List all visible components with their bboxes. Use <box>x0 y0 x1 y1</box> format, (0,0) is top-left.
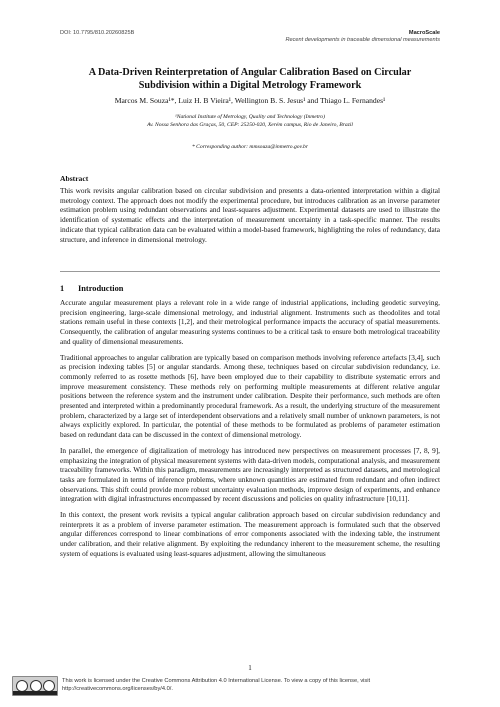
section-title: Introduction <box>78 284 124 293</box>
affiliation-line-1: ¹National Institute of Metrology, Quality and Technology (Inmetro) <box>175 114 325 120</box>
section-heading <box>60 284 123 293</box>
affiliation <box>60 113 440 129</box>
abstract-divider <box>60 271 440 272</box>
doi-text[interactable]: DOI: 10.7795/810.20260825B <box>60 30 135 36</box>
journal-subtitle: Recent developments in traceable dimensional measurements <box>285 37 440 43</box>
title-line-1: A Data-Driven Reinterpretation of Angular Calibration Based on Circular <box>88 67 412 78</box>
abstract-heading: Abstract <box>60 174 89 183</box>
license-text <box>62 677 488 693</box>
cc-by-license-icon[interactable] <box>12 676 58 696</box>
journal-name: MacroScale <box>408 30 440 36</box>
running-header <box>60 30 440 50</box>
license-badge-bar <box>13 691 57 695</box>
affiliation-line-2: Av. Nossa Senhora das Graças, 50, CEP: 25250-020, Xerém campus, Rio de Janeiro, Brazil <box>147 122 353 128</box>
paragraph: Traditional approaches to angular calibration are typically based on comparison methods involving reference artefacts [3,4], such as precision indexing tables [5] or angular standards. Among these, techniques based on circular subdivision redundancy, i.e. commonly referred to as rosette methods [6], have been employed due to their capability to distribute systematic errors and improve measurement consistency. These methods rely on performing multiple measurements at different relative angular positions between the reference system and the instrument under calibration. Despite their performance, such methods are often presented and interpreted within a predominantly procedural framework. As a result, the underlying structure of the measurement problem, characterized by a large set of interdependent observations and a relatively small number of unknown parameters, is not always explicitly explored. In particular, the potential of these methods to be formulated as problems of parameter estimation based on redundant data can be discussed in the context of dimensional metrology. <box>60 352 440 440</box>
paper-title <box>60 66 440 92</box>
author-list: Marcos M. Souza¹*, Luiz H. B Vieira¹, Wellington B. S. Jesus¹ and Thiago L. Fernandes¹ <box>114 96 386 105</box>
paragraph: In this context, the present work revisits a typical angular calibration approach based on circular subdivision redundancy and reinterprets it as a problem of inverse parameter estimation. The measurement approach is formulated such that the observed angular differences correspond to linear combinations of error components associated with the indexing table, the instrument under calibration, and their relative alignment. By exploiting the redundancy inherent to the measurement scheme, the resulting system of equations is evaluated using least-squares adjustment, allowing the simultaneous <box>60 510 440 558</box>
license-link[interactable]: http://creativecommons.org/licenses/by/4.0/. <box>62 686 173 692</box>
corresponding-author[interactable]: * Corresponding author: mmsouza@inmetro.gov.br <box>191 144 309 150</box>
journal-block <box>285 30 440 43</box>
page-number: 1 <box>248 664 252 672</box>
section-number: 1 <box>60 284 65 293</box>
paragraph: Accurate angular measurement plays a relevant role in a wide range of industrial applications, including geodetic surveying, precision engineering, large-scale dimensional metrology, and industrial alignment. Instruments such as theodolites and total stations remain useful in these contexts [1,2], and their metrological performance impacts the accuracy of spatial measurements. Consequently, the calibration of angular measuring systems continues to be a critical task to ensure both metrological traceability and quality of dimensional measurements. <box>60 298 440 346</box>
title-line-2: Subdivision within a Digital Metrology Framework <box>138 80 362 91</box>
section-body <box>60 298 440 565</box>
license-footer <box>12 676 488 698</box>
paragraph: In parallel, the emergence of digitalization of metrology has introduced new perspectives on measurement processes [7, 8, 9], emphasizing the integration of physical measurement systems with data-driven models, computational analysis, and measurement traceability frameworks. Within this paradigm, measurements are increasingly interpreted as structured datasets, and metrological tasks are formulated in terms of inference problems, where unknown quantities are estimated from redundant and often indirect observations. This shift could provide more robust uncertainty evaluation methods, improve design of experiments, and enhance integration with digital infrastructures encompassed by recent discussions and policies on quality infrastructure [10,11]. <box>60 445 440 504</box>
license-line-1: This work is licensed under the Creative Commons Attribution 4.0 International License. To view a copy of this license, visit <box>62 678 371 684</box>
abstract-text: This work revisits angular calibration based on circular subdivision and presents a data-oriented interpretation within a digital metrology context. The approach does not modify the experimental procedure, but introduces calibration as an inverse parameter estimation problem using redundant observations and least-squares adjustment. Experimental datasets are used to illustrate the identification of systematic effects and the interpretation of measurement uncertainty in a task-specific manner. The results indicate that typical calibration data can be evaluated within a model-based framework, highlighting the roles of redundancy, data structure, and inference in dimensional metrology. <box>60 186 440 244</box>
